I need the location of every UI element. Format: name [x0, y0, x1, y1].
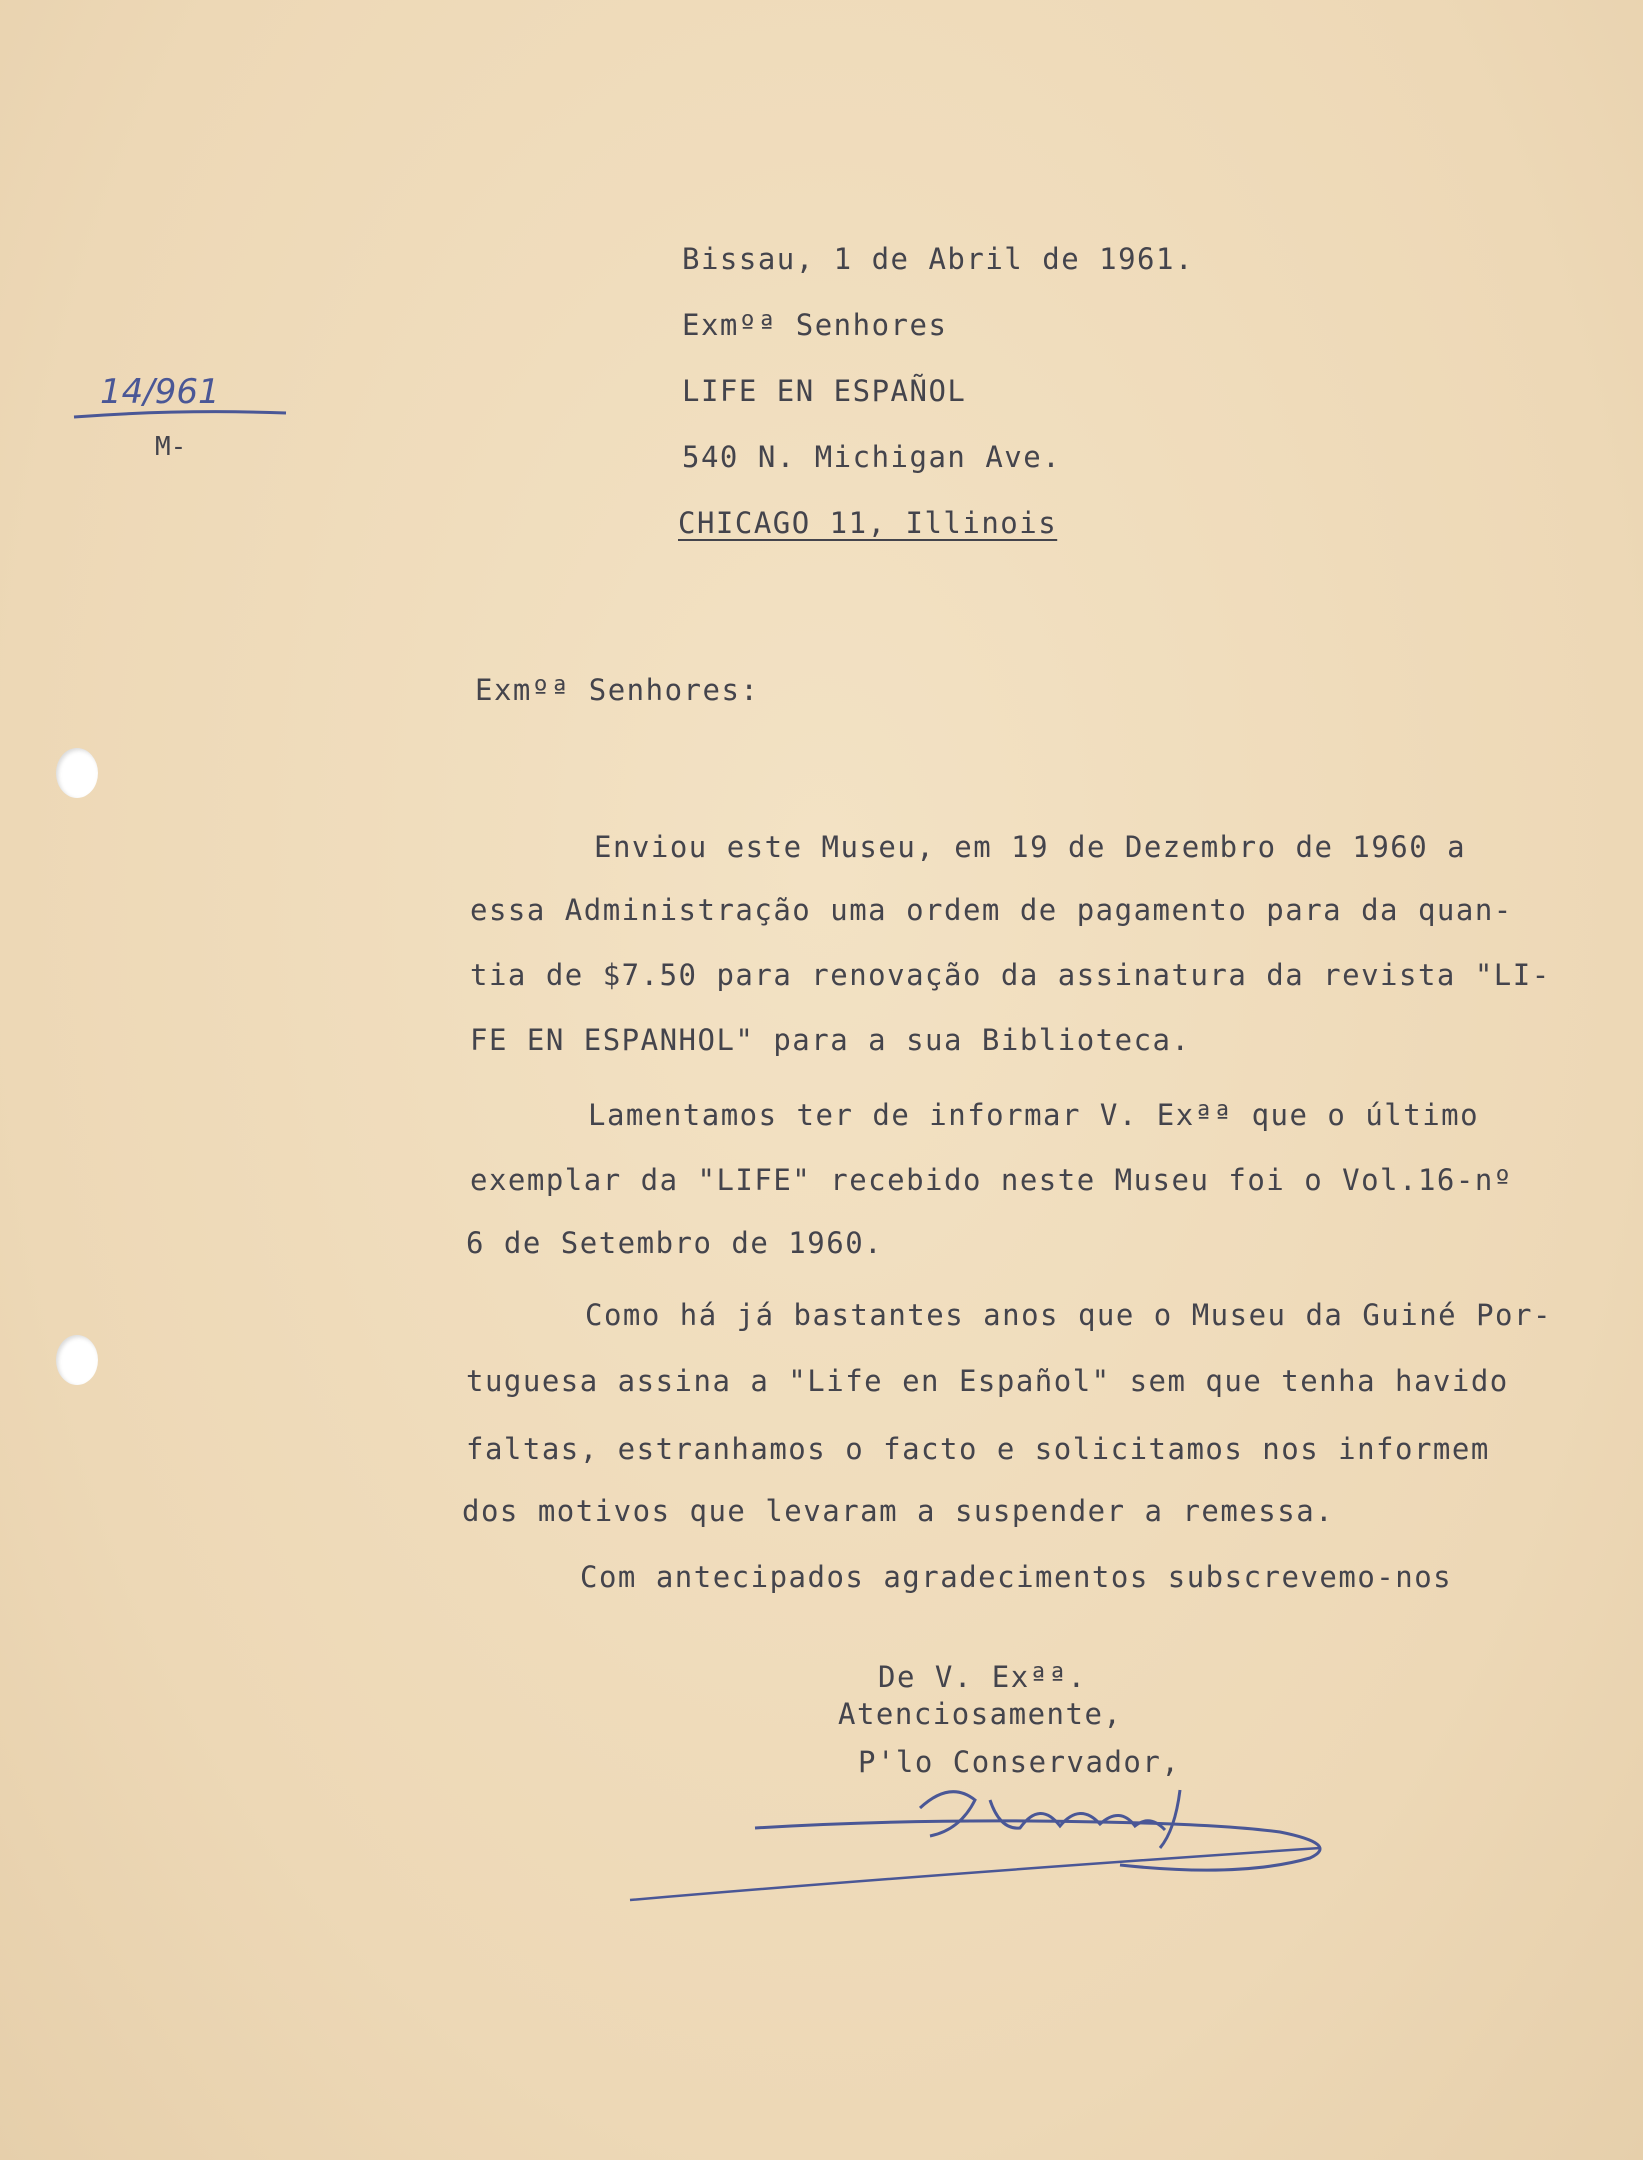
reference-code: M-	[155, 432, 187, 462]
signature	[620, 1740, 1340, 1920]
body-p4-line-1: Com antecipados agradecimentos subscrevemo-nos	[580, 1560, 1453, 1594]
place-date: Bissau, 1 de Abril de 1961.	[682, 242, 1194, 276]
punch-hole-top	[56, 748, 98, 798]
closing-line-1: De V. Exªª.	[878, 1660, 1087, 1694]
recipient-street: 540 N. Michigan Ave.	[682, 440, 1062, 474]
body-p2-line-2: exemplar da "LIFE" recebido neste Museu foi o Vol.16-nº	[470, 1163, 1513, 1197]
body-p1-line-2: essa Administração uma ordem de pagamento para da quan-	[470, 893, 1513, 927]
body-p3-line-3: faltas, estranhamos o facto e solicitamos nos informem	[466, 1432, 1490, 1466]
body-p2-line-1: Lamentamos ter de informar V. Exªª que o último	[588, 1098, 1480, 1132]
closing-line-3: P'lo Conservador,	[858, 1745, 1181, 1779]
recipient-name: LIFE EN ESPAÑOL	[682, 374, 967, 408]
closing-line-2: Atenciosamente,	[838, 1697, 1123, 1731]
body-p2-line-3: 6 de Setembro de 1960.	[466, 1226, 884, 1260]
body-p3-line-4: dos motivos que levaram a suspender a remessa.	[462, 1494, 1335, 1528]
body-p1-line-1: Enviou este Museu, em 19 de Dezembro de 1960 a	[594, 830, 1467, 864]
body-p1-line-3: tia de $7.50 para renovação da assinatura da revista "LI-	[470, 958, 1551, 992]
reference-underline	[70, 405, 290, 425]
recipient-city: CHICAGO 11, Illinois	[678, 506, 1058, 540]
greeting: Exmºª Senhores:	[475, 673, 760, 707]
salutation-short: Exmºª Senhores	[682, 308, 948, 342]
body-p3-line-1: Como há já bastantes anos que o Museu da Guiné Por-	[585, 1298, 1552, 1332]
reference-number: 14/961	[100, 372, 220, 412]
punch-hole-bottom	[56, 1335, 98, 1385]
body-p1-line-4: FE EN ESPANHOL" para a sua Biblioteca.	[470, 1023, 1191, 1057]
body-p3-line-2: tuguesa assina a "Life en Español" sem que tenha havido	[466, 1364, 1509, 1398]
